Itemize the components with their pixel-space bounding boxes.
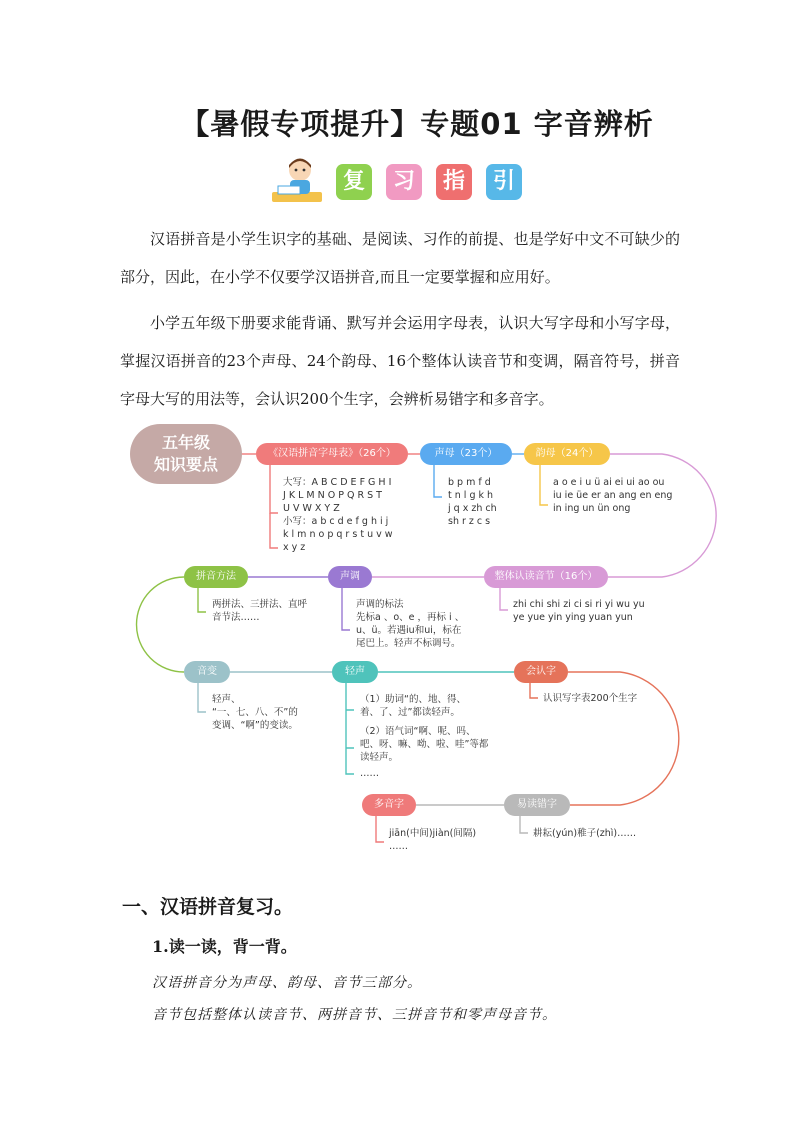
method-text: 两拼法、三拼法、直呼 音节法…… <box>212 599 308 623</box>
page-title: 【暑假专项提升】专题01 字音辨析 <box>180 107 654 141</box>
recognize-text: 认识写字表200个生字 <box>543 693 638 704</box>
banner-tile-1: 复 <box>336 164 372 200</box>
confusable-text: 耕耘(yún)稚子(zhì)…… <box>533 828 637 839</box>
banner-tile-3: 指 <box>436 164 472 200</box>
node-neutral: 轻声 <box>332 661 378 683</box>
node-polyphone: 多音字 <box>362 794 416 816</box>
alphabet-text: 大写：A B C D E F G H I J K L M N O P Q R S T U V W X Y Z 小写：a b c d e f g h i j k l m n o p q r s t u v w x y z <box>283 477 393 553</box>
section-heading: 一、汉语拼音复习。 <box>122 896 294 918</box>
banner-tile-2: 习 <box>386 164 422 200</box>
initials-text: b p m f d t n l g k h j q x zh ch sh r z c s <box>448 477 497 527</box>
node-finals: 韵母（24个） <box>524 443 610 465</box>
sandhi-text: 轻声、 “一、七、八、不”的 变调、“啊”的变读。 <box>212 694 298 731</box>
node-initials: 声母（23个） <box>420 443 512 465</box>
body-line-2: 音节包括整体认读音节、两拼音节、三拼音节和零声母音节。 <box>152 1007 557 1023</box>
node-whole-syllables: 整体认读音节（16个） <box>484 566 608 588</box>
polyphone-text: jiān(中间)jiàn(间隔) …… <box>389 828 477 852</box>
section-subheading: 1.读一读，背一背。 <box>152 937 297 956</box>
node-alphabet: 《汉语拼音字母表》（26个） <box>256 443 408 465</box>
body-line-1: 汉语拼音分为声母、韵母、音节三部分。 <box>152 975 422 991</box>
tone-text: 声调的标法 先标a 、o、e ，再标 i 、 u、ü。若遇iu和ui，标在 尾巴上。轻声不标调号。 <box>356 599 465 649</box>
node-recognize: 会认字 <box>514 661 568 683</box>
intro-paragraph-1: 汉语拼音是小学生识字的基础、是阅读、习作的前提、也是学好中文不可缺少的部分，因此，在小学不仅要学汉语拼音,而且一定要掌握和应用好。 <box>120 230 680 286</box>
neutral-text-2: （2）语气词“啊、呢、吗、 吧、呀、嘛、呦、啦、哇”等都 读轻声。 <box>360 726 489 763</box>
banner-tile-4: 引 <box>486 164 522 200</box>
node-method: 拼音方法 <box>184 566 248 588</box>
node-tone: 声调 <box>328 566 372 588</box>
whole-text: zhi chi shi zi ci si ri yi wu yu ye yue yin ying yuan yun <box>513 599 645 623</box>
finals-text: a o e i u ü ai ei ui ao ou iu ie üe er an ang en eng in ing un ün ong <box>553 477 673 514</box>
mindmap-root: 五年级 知识要点 <box>130 424 242 484</box>
intro-paragraph-2: 小学五年级下册要求能背诵、默写并会运用字母表，认识大写字母和小写字母，掌握汉语拼音的23个声母、24个韵母、16个整体认读音节和变调，隔音符号，拼音字母大写的用法等，会认识200个生字，会辨析易错字和多音字。 <box>120 314 680 408</box>
neutral-text-3: …… <box>360 768 379 779</box>
neutral-text-1: （1）助词“的、地、得、 着、了、过”都读轻声。 <box>360 694 466 718</box>
node-sandhi: 音变 <box>184 661 230 683</box>
node-confusable: 易读错字 <box>504 794 570 816</box>
